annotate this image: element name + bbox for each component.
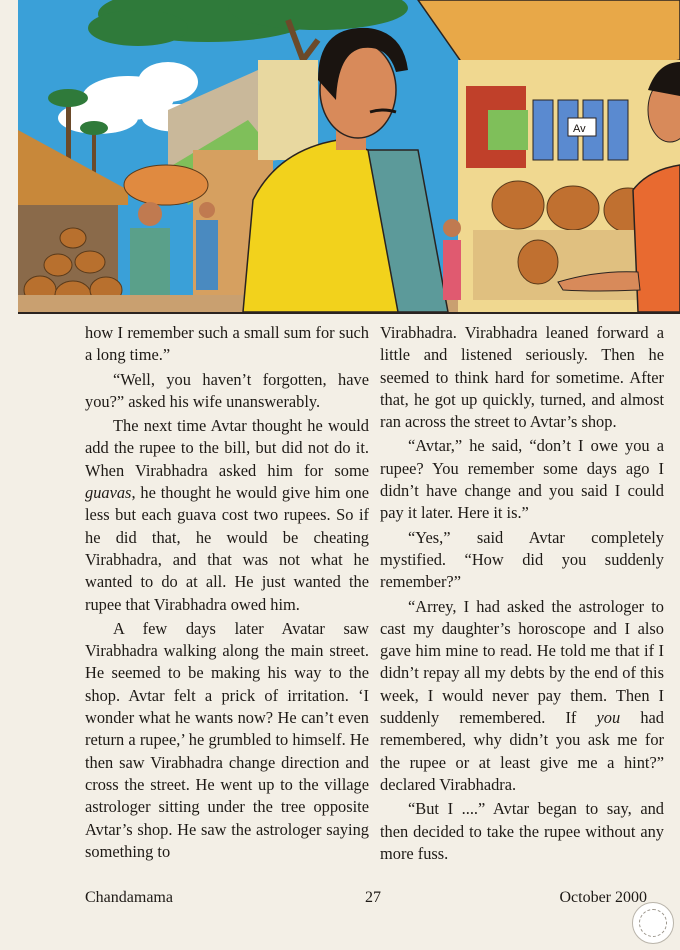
child-head — [443, 219, 461, 237]
italic-word: guavas — [85, 483, 132, 503]
italic-word: you — [596, 708, 621, 728]
text-span: , he thought he would give him one less but each guava cost two rupees. So if he did that, he would be cheating Virabhadra, and that was not what he wanted to do at all. He just wanted the rupee that Virabhadra owed him. — [85, 483, 369, 614]
child-figure — [443, 240, 461, 300]
watermark-stamp-icon — [632, 902, 674, 944]
basket — [124, 165, 208, 205]
text-span: had remembered, why didn’t you ask me for the rupee or at least give me a hint?” declared Virabhadra. — [380, 708, 664, 794]
paragraph: “But I ....” Avtar began to say, and then decided to take the rupee without any more fuss. — [380, 799, 664, 863]
paragraph: A few days later Avatar saw Virabhadra walking along the main street. He seemed to be making his way to the shop. Avtar felt a prick of irritation. ‘I wonder what he wants now? He can’t even return a rupee,’ he grumbled to himself. He then saw Virabhadra change direction and cross the street. He went up to the village astrologer sitting under the tree opposite Avtar’s shop. He saw the astrologer saying something to — [85, 618, 369, 861]
market-scene — [18, 0, 680, 312]
paragraph: “Avtar,” he said, “don’t I owe you a rupee? You remember some days ago I didn’t have change and you said I could pay it later. Here it is.” — [380, 436, 664, 523]
shop-sign-text: Av — [573, 123, 586, 135]
paragraph: “Well, you haven’t forgotten, have you?” asked his wife unanswerably. — [85, 369, 369, 411]
page-number: 27 — [365, 889, 381, 906]
green-bag — [488, 110, 528, 150]
background-figure-head — [199, 202, 215, 218]
building-tall — [258, 60, 318, 160]
background-figure — [196, 220, 218, 290]
text-span: “Arrey, I had asked the astrologer to cast my daughter’s horoscope and I also gave him mine to read. He told me that if I didn’t repay all my debts by the end of this week, I would never pay them. Then I suddenly remembered. If — [380, 596, 664, 728]
magazine-name: Chandamama — [85, 889, 173, 906]
paragraph: “Yes,” said Avtar completely mystified. “How did you suddenly remember?” — [380, 527, 664, 592]
right-text-column — [380, 322, 664, 865]
story-illustration — [18, 0, 680, 314]
grain-sacks — [492, 181, 652, 232]
page-footer — [85, 889, 665, 913]
paragraph — [85, 415, 369, 616]
paragraph — [380, 596, 664, 797]
paragraph: Virabhadra. Virabhadra leaned forward a little and listened seriously. Then he seemed to think hard for sometime. After that, he got up quickly, turned, and almost ran across the street to Avtar’s shop. — [380, 323, 664, 432]
small-sack — [518, 240, 558, 284]
stamp-ring — [639, 909, 667, 937]
paragraph: how I remember such a small sum for such a long time.” — [85, 323, 369, 365]
left-text-column — [85, 322, 369, 863]
issue-date: October 2000 — [559, 889, 647, 906]
porter-head — [138, 202, 162, 226]
text-span: The next time Avtar thought he would add the rupee to the bill, but did not do it. When Virabhadra asked him for some — [85, 416, 369, 480]
